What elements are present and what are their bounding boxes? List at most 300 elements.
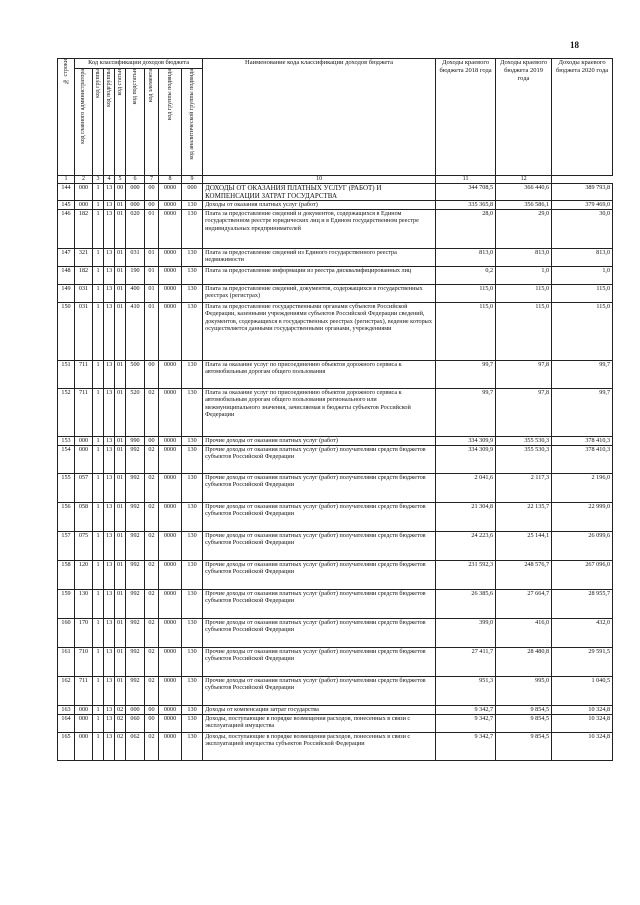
code-cell: 130 — [182, 267, 203, 285]
sum-cell: 1,0 — [552, 267, 613, 285]
code-column-header-label: код подстатьи — [131, 69, 138, 105]
row-number-cell: 153 — [58, 437, 75, 446]
code-cell: 0000 — [159, 184, 182, 201]
row-number-cell: 148 — [58, 267, 75, 285]
code-cell: 01 — [115, 437, 126, 446]
sum-cell: 389 793,8 — [552, 184, 613, 201]
name-cell: Прочие доходы от оказания платных услуг (работ) — [203, 437, 436, 446]
table-row — [58, 619, 613, 648]
name-cell: ДОХОДЫ ОТ ОКАЗАНИЯ ПЛАТНЫХ УСЛУГ (РАБОТ) И КОМПЕНСАЦИИ ЗАТРАТ ГОСУДАРСТВА — [203, 184, 436, 201]
sum-2018-header: Доходы краевого бюджета 2018 года — [436, 59, 496, 176]
code-cell: 13 — [104, 361, 115, 389]
sum-cell: 115,0 — [496, 303, 552, 361]
table-row — [58, 184, 613, 201]
code-cell: 01 — [115, 677, 126, 706]
table-row — [58, 437, 613, 446]
name-cell: Прочие доходы от оказания платных услуг (работ) получателями средств бюджетов субъектов Российской Федерации — [203, 677, 436, 706]
code-cell: 13 — [104, 267, 115, 285]
sum-2020-header: Доходы краевого бюджета 2020 года — [552, 59, 613, 176]
sum-cell: 951,3 — [436, 677, 496, 706]
table-row — [58, 285, 613, 303]
sum-cell: 267 096,0 — [552, 561, 613, 590]
table-row — [58, 303, 613, 361]
row-number-cell: 160 — [58, 619, 75, 648]
code-cell: 02 — [145, 733, 159, 761]
row-number-cell: 158 — [58, 561, 75, 590]
code-cell: 0000 — [159, 561, 182, 590]
code-cell: 00 — [145, 715, 159, 733]
code-cell: 130 — [182, 201, 203, 210]
name-cell: Доходы, поступающие в порядке возмещения расходов, понесенных в связи с эксплуатацией имущества — [203, 715, 436, 733]
code-cell: 01 — [115, 210, 126, 249]
row-number-cell: 145 — [58, 201, 75, 210]
code-cell: 01 — [115, 503, 126, 532]
page-number: 18 — [570, 40, 579, 50]
code-column-header-label: код группы — [95, 69, 101, 98]
code-cell: 00 — [145, 201, 159, 210]
sum-cell: 9 854,5 — [496, 733, 552, 761]
table-row — [58, 590, 613, 619]
sum-cell: 2 117,3 — [496, 474, 552, 503]
name-cell: Плата за предоставление сведений из Единого государственного реестра недвижимости — [203, 249, 436, 267]
sum-2019-header: Доходы краевого бюджета 2019 года — [496, 59, 552, 176]
sum-cell: 1 040,5 — [552, 677, 613, 706]
sum-cell: 27 664,7 — [496, 590, 552, 619]
code-column-header — [126, 69, 145, 176]
row-number-cell: 155 — [58, 474, 75, 503]
sum-cell: 9 854,5 — [496, 706, 552, 715]
code-cell: 13 — [104, 249, 115, 267]
code-column-header-label: код подгруппы — [106, 69, 112, 107]
code-cell: 130 — [182, 389, 203, 437]
table-row — [58, 474, 613, 503]
sum-cell: 29,0 — [496, 210, 552, 249]
code-cell: 992 — [126, 561, 145, 590]
code-cell: 992 — [126, 590, 145, 619]
code-cell: 13 — [104, 474, 115, 503]
table-row — [58, 706, 613, 715]
code-cell: 01 — [145, 210, 159, 249]
code-cell: 1 — [93, 285, 104, 303]
sum-cell: 366 440,6 — [496, 184, 552, 201]
code-cell: 0000 — [159, 590, 182, 619]
name-cell: Прочие доходы от оказания платных услуг (работ) получателями средств бюджетов субъектов Российской Федерации — [203, 474, 436, 503]
code-cell: 992 — [126, 474, 145, 503]
code-cell: 01 — [145, 249, 159, 267]
code-cell: 130 — [182, 474, 203, 503]
sum-cell: 813,0 — [552, 249, 613, 267]
code-cell: 000 — [126, 201, 145, 210]
table-row — [58, 249, 613, 267]
column-index-cell: 8 — [159, 176, 182, 184]
table-row — [58, 267, 613, 285]
name-cell: Доходы, поступающие в порядке возмещения расходов, понесенных в связи с эксплуатацией имущества субъектов Российской Федерации — [203, 733, 436, 761]
sum-cell: 29 591,5 — [552, 648, 613, 677]
row-number-cell: 144 — [58, 184, 75, 201]
code-cell: 00 — [145, 184, 159, 201]
column-index-cell: 12 — [496, 176, 552, 184]
code-cell: 031 — [126, 249, 145, 267]
sum-cell: 9 342,7 — [436, 733, 496, 761]
code-cell: 01 — [115, 201, 126, 210]
code-cell: 020 — [126, 210, 145, 249]
sum-cell: 335 365,8 — [436, 201, 496, 210]
code-cell: 060 — [126, 715, 145, 733]
sum-cell: 27 411,7 — [436, 648, 496, 677]
code-cell: 01 — [115, 532, 126, 561]
code-cell: 0000 — [159, 532, 182, 561]
sum-cell: 10 324,8 — [552, 733, 613, 761]
code-cell: 130 — [182, 303, 203, 361]
table-row — [58, 532, 613, 561]
table-row — [58, 361, 613, 389]
code-cell: 321 — [75, 249, 93, 267]
name-cell: Доходы от компенсации затрат государства — [203, 706, 436, 715]
table-row — [58, 503, 613, 532]
column-index-cell: 6 — [126, 176, 145, 184]
code-cell: 13 — [104, 706, 115, 715]
row-number-cell: 163 — [58, 706, 75, 715]
code-column-header-label: код элемента — [148, 69, 154, 103]
name-cell: Прочие доходы от оказания платных услуг (работ) получателями средств бюджетов субъектов Российской Федерации — [203, 532, 436, 561]
code-cell: 130 — [182, 249, 203, 267]
column-index-cell: 1 — [58, 176, 75, 184]
code-cell: 01 — [115, 303, 126, 361]
code-cell: 182 — [75, 267, 93, 285]
code-cell: 13 — [104, 590, 115, 619]
row-number-header — [58, 59, 75, 176]
code-cell: 058 — [75, 503, 93, 532]
code-cell: 1 — [93, 361, 104, 389]
code-cell: 000 — [75, 184, 93, 201]
name-cell: Прочие доходы от оказания платных услуг (работ) получателями средств бюджетов субъектов Российской Федерации — [203, 561, 436, 590]
code-cell: 711 — [75, 361, 93, 389]
code-cell: 02 — [145, 561, 159, 590]
column-index-cell: 3 — [93, 176, 104, 184]
code-cell: 000 — [75, 201, 93, 210]
name-cell: Плата за предоставление сведений, документов, содержащихся в государственных реестрах (регистрах) — [203, 285, 436, 303]
column-index-cell: 2 — [75, 176, 93, 184]
code-cell: 0000 — [159, 706, 182, 715]
sum-cell: 28,0 — [436, 210, 496, 249]
code-cell: 0000 — [159, 267, 182, 285]
row-number-cell: 150 — [58, 303, 75, 361]
code-cell: 000 — [75, 715, 93, 733]
code-cell: 13 — [104, 503, 115, 532]
sum-cell: 378 410,3 — [552, 446, 613, 474]
code-cell: 130 — [182, 619, 203, 648]
code-cell: 01 — [115, 648, 126, 677]
code-cell: 01 — [115, 249, 126, 267]
code-cell: 13 — [104, 733, 115, 761]
sum-cell: 26 099,6 — [552, 532, 613, 561]
sum-cell: 2 041,6 — [436, 474, 496, 503]
code-cell: 01 — [115, 267, 126, 285]
code-column-header — [115, 69, 126, 176]
code-cell: 992 — [126, 677, 145, 706]
sum-cell: 26 385,6 — [436, 590, 496, 619]
code-cell: 130 — [182, 285, 203, 303]
code-cell: 000 — [126, 184, 145, 201]
sum-cell: 355 530,3 — [496, 446, 552, 474]
code-cell: 520 — [126, 389, 145, 437]
code-cell: 130 — [182, 590, 203, 619]
code-cell: 01 — [115, 590, 126, 619]
sum-cell: 24 223,6 — [436, 532, 496, 561]
code-cell: 0000 — [159, 677, 182, 706]
sum-cell: 1,0 — [496, 267, 552, 285]
code-cell: 1 — [93, 503, 104, 532]
row-number-cell: 165 — [58, 733, 75, 761]
sum-cell: 25 144,1 — [496, 532, 552, 561]
name-cell: Прочие доходы от оказания платных услуг (работ) получателями средств бюджетов субъектов Российской Федерации — [203, 503, 436, 532]
code-cell: 13 — [104, 303, 115, 361]
sum-cell: 115,0 — [436, 303, 496, 361]
sum-cell: 9 342,7 — [436, 715, 496, 733]
sum-cell: 813,0 — [496, 249, 552, 267]
code-cell: 02 — [145, 648, 159, 677]
code-cell: 000 — [182, 184, 203, 201]
code-cell: 130 — [182, 733, 203, 761]
code-cell: 00 — [115, 184, 126, 201]
code-column-header — [93, 69, 104, 176]
sum-cell: 97,8 — [496, 389, 552, 437]
sum-cell: 2 196,0 — [552, 474, 613, 503]
code-column-header — [182, 69, 203, 176]
code-cell: 031 — [75, 285, 93, 303]
code-cell: 130 — [182, 532, 203, 561]
code-column-header-label: код статьи — [117, 69, 123, 96]
sum-cell: 21 304,8 — [436, 503, 496, 532]
code-cell: 992 — [126, 619, 145, 648]
code-cell: 02 — [145, 446, 159, 474]
code-cell: 1 — [93, 590, 104, 619]
code-cell: 1 — [93, 532, 104, 561]
code-cell: 170 — [75, 619, 93, 648]
sum-cell: 99,7 — [436, 361, 496, 389]
code-cell: 0000 — [159, 303, 182, 361]
code-cell: 1 — [93, 561, 104, 590]
code-cell: 02 — [145, 503, 159, 532]
code-cell: 1 — [93, 677, 104, 706]
sum-cell: 399,0 — [436, 619, 496, 648]
code-cell: 1 — [93, 210, 104, 249]
code-cell: 0000 — [159, 619, 182, 648]
sum-cell: 9 854,5 — [496, 715, 552, 733]
code-cell: 1 — [93, 303, 104, 361]
code-cell: 000 — [126, 706, 145, 715]
code-cell: 02 — [115, 733, 126, 761]
table-row — [58, 201, 613, 210]
code-cell: 130 — [182, 677, 203, 706]
column-index-cell: 9 — [182, 176, 203, 184]
code-cell: 1 — [93, 201, 104, 210]
name-cell: Плата за предоставление информации из реестра дисквалифицированных лиц — [203, 267, 436, 285]
row-number-cell: 151 — [58, 361, 75, 389]
code-cell: 02 — [145, 532, 159, 561]
code-cell: 0000 — [159, 389, 182, 437]
code-cell: 1 — [93, 184, 104, 201]
code-cell: 190 — [126, 267, 145, 285]
code-cell: 02 — [115, 715, 126, 733]
code-cell: 130 — [182, 361, 203, 389]
code-cell: 031 — [75, 303, 93, 361]
code-cell: 01 — [115, 561, 126, 590]
code-cell: 02 — [145, 474, 159, 503]
code-cell: 711 — [75, 389, 93, 437]
code-cell: 075 — [75, 532, 93, 561]
name-cell: Прочие доходы от оказания платных услуг (работ) получателями средств бюджетов субъектов Российской Федерации — [203, 619, 436, 648]
code-cell: 02 — [145, 590, 159, 619]
code-cell: 02 — [115, 706, 126, 715]
row-number-cell: 152 — [58, 389, 75, 437]
code-cell: 130 — [182, 503, 203, 532]
code-cell: 1 — [93, 648, 104, 677]
sum-cell: 115,0 — [552, 303, 613, 361]
code-cell: 13 — [104, 532, 115, 561]
table-row — [58, 389, 613, 437]
code-cell: 500 — [126, 361, 145, 389]
sum-cell: 231 592,3 — [436, 561, 496, 590]
code-cell: 01 — [115, 361, 126, 389]
sum-cell: 9 342,7 — [436, 706, 496, 715]
row-number-cell: 147 — [58, 249, 75, 267]
code-cell: 13 — [104, 619, 115, 648]
code-cell: 000 — [75, 706, 93, 715]
code-column-header — [104, 69, 115, 176]
code-cell: 1 — [93, 446, 104, 474]
table-row — [58, 677, 613, 706]
code-cell: 00 — [145, 706, 159, 715]
sum-cell: 344 708,5 — [436, 184, 496, 201]
column-index-cell: 5 — [115, 176, 126, 184]
code-cell: 13 — [104, 446, 115, 474]
code-cell: 130 — [182, 715, 203, 733]
code-cell: 1 — [93, 474, 104, 503]
code-cell: 130 — [182, 648, 203, 677]
code-cell: 130 — [182, 437, 203, 446]
table-row — [58, 561, 613, 590]
table-row — [58, 446, 613, 474]
code-cell: 0000 — [159, 437, 182, 446]
code-cell: 0000 — [159, 503, 182, 532]
sum-cell: 248 576,7 — [496, 561, 552, 590]
code-cell: 410 — [126, 303, 145, 361]
code-column-header-label: код главного администратора — [80, 69, 86, 144]
row-number-cell: 159 — [58, 590, 75, 619]
column-index-row — [58, 176, 613, 184]
code-cell: 02 — [145, 677, 159, 706]
code-cell: 0000 — [159, 733, 182, 761]
name-cell: Плата за оказание услуг по присоединению объектов дорожного сервиса к автомобильным дорогам общего пользования регионального или межмуниципального значения, зачисляемая в бюджеты субъектов Российской Федерации — [203, 389, 436, 437]
code-cell: 120 — [75, 561, 93, 590]
row-number-cell: 161 — [58, 648, 75, 677]
code-cell: 000 — [75, 446, 93, 474]
sum-cell: 22 999,0 — [552, 503, 613, 532]
sum-cell: 10 324,8 — [552, 715, 613, 733]
code-cell: 13 — [104, 389, 115, 437]
code-cell: 992 — [126, 503, 145, 532]
code-cell: 13 — [104, 201, 115, 210]
code-cell: 0000 — [159, 715, 182, 733]
code-cell: 0000 — [159, 201, 182, 210]
name-cell: Прочие доходы от оказания платных услуг (работ) получателями средств бюджетов субъектов Российской Федерации — [203, 446, 436, 474]
row-number-cell: 164 — [58, 715, 75, 733]
code-cell: 00 — [145, 361, 159, 389]
code-cell: 1 — [93, 619, 104, 648]
code-cell: 01 — [115, 474, 126, 503]
sum-cell: 99,7 — [552, 389, 613, 437]
code-cell: 992 — [126, 532, 145, 561]
name-cell: Прочие доходы от оказания платных услуг (работ) получателями средств бюджетов субъектов Российской Федерации — [203, 648, 436, 677]
sum-cell: 28 955,7 — [552, 590, 613, 619]
column-index-cell: 11 — [436, 176, 496, 184]
column-index-cell: 10 — [203, 176, 436, 184]
code-cell: 0000 — [159, 474, 182, 503]
sum-cell: 355 530,3 — [496, 437, 552, 446]
code-cell: 1 — [93, 715, 104, 733]
sum-cell: 378 410,3 — [552, 437, 613, 446]
name-cell: Прочие доходы от оказания платных услуг (работ) получателями средств бюджетов субъектов Российской Федерации — [203, 590, 436, 619]
code-cell: 057 — [75, 474, 93, 503]
code-cell: 13 — [104, 210, 115, 249]
classification-group-header: Код классификации доходов бюджета — [75, 59, 203, 69]
row-number-header-label: № строки — [62, 59, 69, 84]
code-cell: 01 — [115, 446, 126, 474]
code-cell: 0000 — [159, 446, 182, 474]
sum-cell: 30,0 — [552, 210, 613, 249]
table-row — [58, 210, 613, 249]
code-cell: 1 — [93, 249, 104, 267]
sum-cell: 416,0 — [496, 619, 552, 648]
code-cell: 0000 — [159, 249, 182, 267]
row-number-cell: 157 — [58, 532, 75, 561]
code-cell: 01 — [145, 303, 159, 361]
code-cell: 13 — [104, 648, 115, 677]
code-cell: 182 — [75, 210, 93, 249]
code-column-header — [159, 69, 182, 176]
code-cell: 1 — [93, 389, 104, 437]
code-column-header-label: код группы подвида — [166, 69, 173, 121]
code-cell: 710 — [75, 648, 93, 677]
row-number-cell: 154 — [58, 446, 75, 474]
row-number-cell: 149 — [58, 285, 75, 303]
sum-cell: 115,0 — [552, 285, 613, 303]
code-cell: 0000 — [159, 285, 182, 303]
code-cell: 13 — [104, 184, 115, 201]
code-cell: 00 — [145, 437, 159, 446]
code-cell: 130 — [182, 561, 203, 590]
sum-cell: 99,7 — [552, 361, 613, 389]
sum-cell: 379 469,0 — [552, 201, 613, 210]
sum-cell: 995,0 — [496, 677, 552, 706]
code-cell: 02 — [145, 389, 159, 437]
code-column-header — [145, 69, 159, 176]
name-cell: Плата за предоставление государственными органами субъектов Российской Федерации, казенными учреждениями субъектов Российской Федерации сведений, документов, содержащихся в государственных реестрах (регистрах), ведение которых осуществляется данными государственными органами, учреждениями — [203, 303, 436, 361]
code-cell: 130 — [182, 446, 203, 474]
sum-cell: 10 324,8 — [552, 706, 613, 715]
column-index-cell: 7 — [145, 176, 159, 184]
sum-cell: 432,0 — [552, 619, 613, 648]
code-cell: 1 — [93, 706, 104, 715]
code-cell: 1 — [93, 267, 104, 285]
sum-cell: 115,0 — [496, 285, 552, 303]
sum-cell: 356 586,1 — [496, 201, 552, 210]
code-cell: 13 — [104, 715, 115, 733]
sum-cell: 97,8 — [496, 361, 552, 389]
sum-cell: 115,0 — [436, 285, 496, 303]
table-row — [58, 733, 613, 761]
